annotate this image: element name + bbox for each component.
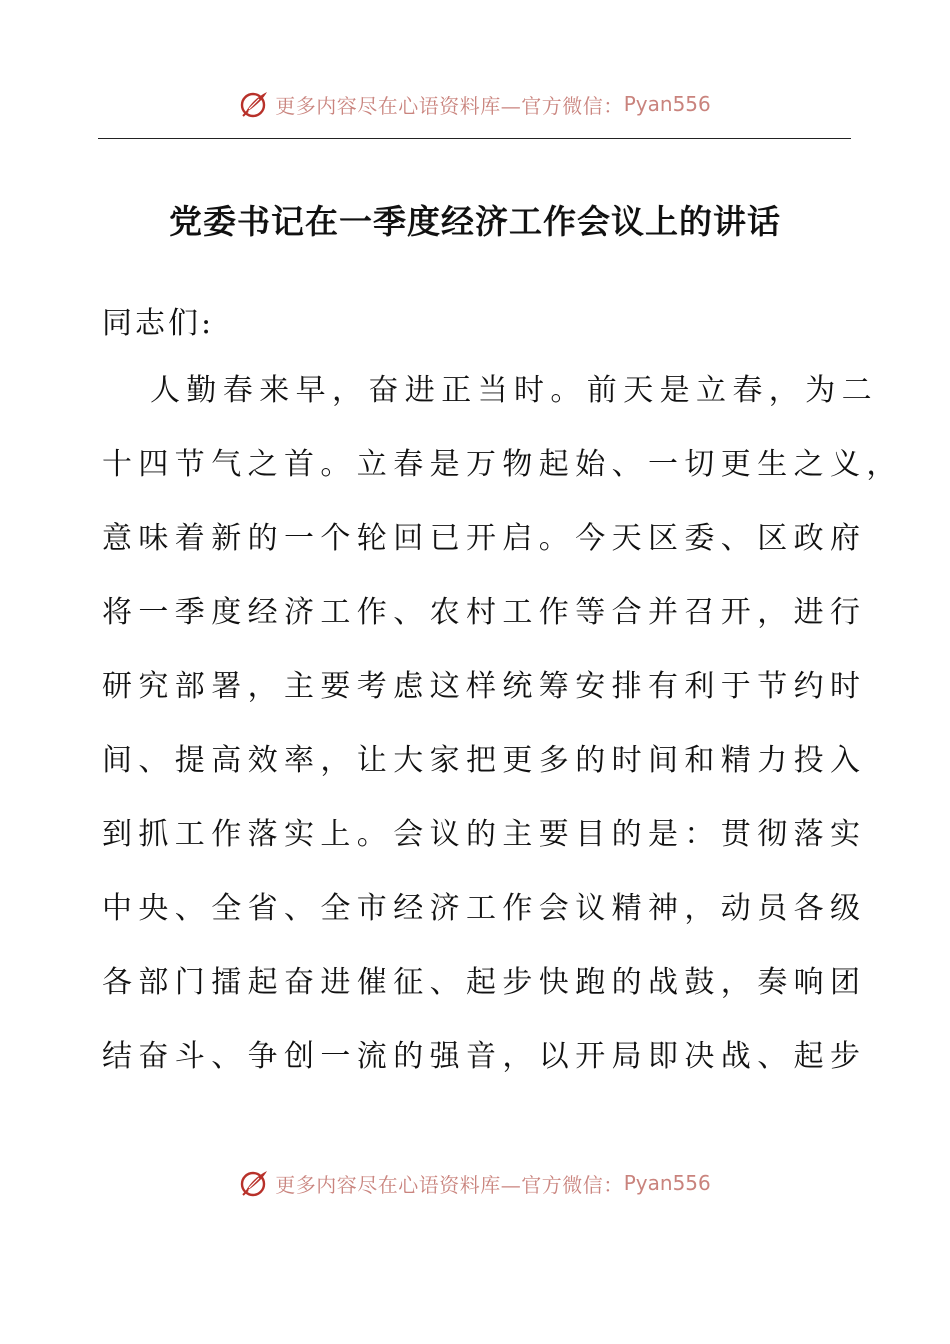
body-line: 到抓工作落实上。会议的主要目的是：贯彻落实	[102, 817, 867, 852]
footer-watermark	[0, 1163, 950, 1203]
body-line: 间、提高效率，让大家把更多的时间和精力投入	[102, 743, 867, 778]
watermark-wechat-handle: Pyan556	[623, 1171, 711, 1195]
body-line: 结奋斗、争创一流的强音，以开局即决战、起步	[102, 1039, 867, 1074]
body-line: 十四节气之首。立春是万物起始、一切更生之义，	[102, 447, 903, 482]
document-body	[102, 364, 903, 1104]
body-line: 将一季度经济工作、农村工作等合并召开，进行	[102, 595, 867, 630]
quill-pen-logo-icon	[239, 1168, 269, 1198]
watermark-wechat-handle: Pyan556	[623, 92, 711, 116]
watermark-text: 更多内容尽在心语资料库—官方微信：	[275, 1172, 624, 1197]
salutation: 同志们:	[102, 306, 215, 341]
quill-pen-logo-icon	[239, 89, 269, 119]
body-line: 研究部署，主要考虑这样统筹安排有利于节约时	[102, 669, 867, 704]
document-title: 党委书记在一季度经济工作会议上的讲话	[169, 202, 781, 241]
header-divider	[98, 138, 851, 139]
body-line: 中央、全省、全市经济工作会议精神，动员各级	[102, 891, 867, 926]
body-line: 意味着新的一个轮回已开启。今天区委、区政府	[102, 521, 867, 556]
header-watermark	[0, 84, 950, 124]
body-line: 各部门擂起奋进催征、起步快跑的战鼓，奏响团	[102, 965, 867, 1000]
watermark-text: 更多内容尽在心语资料库—官方微信：	[275, 93, 624, 118]
body-line: 人勤春来早，奋进正当时。前天是立春，为二	[150, 373, 878, 408]
